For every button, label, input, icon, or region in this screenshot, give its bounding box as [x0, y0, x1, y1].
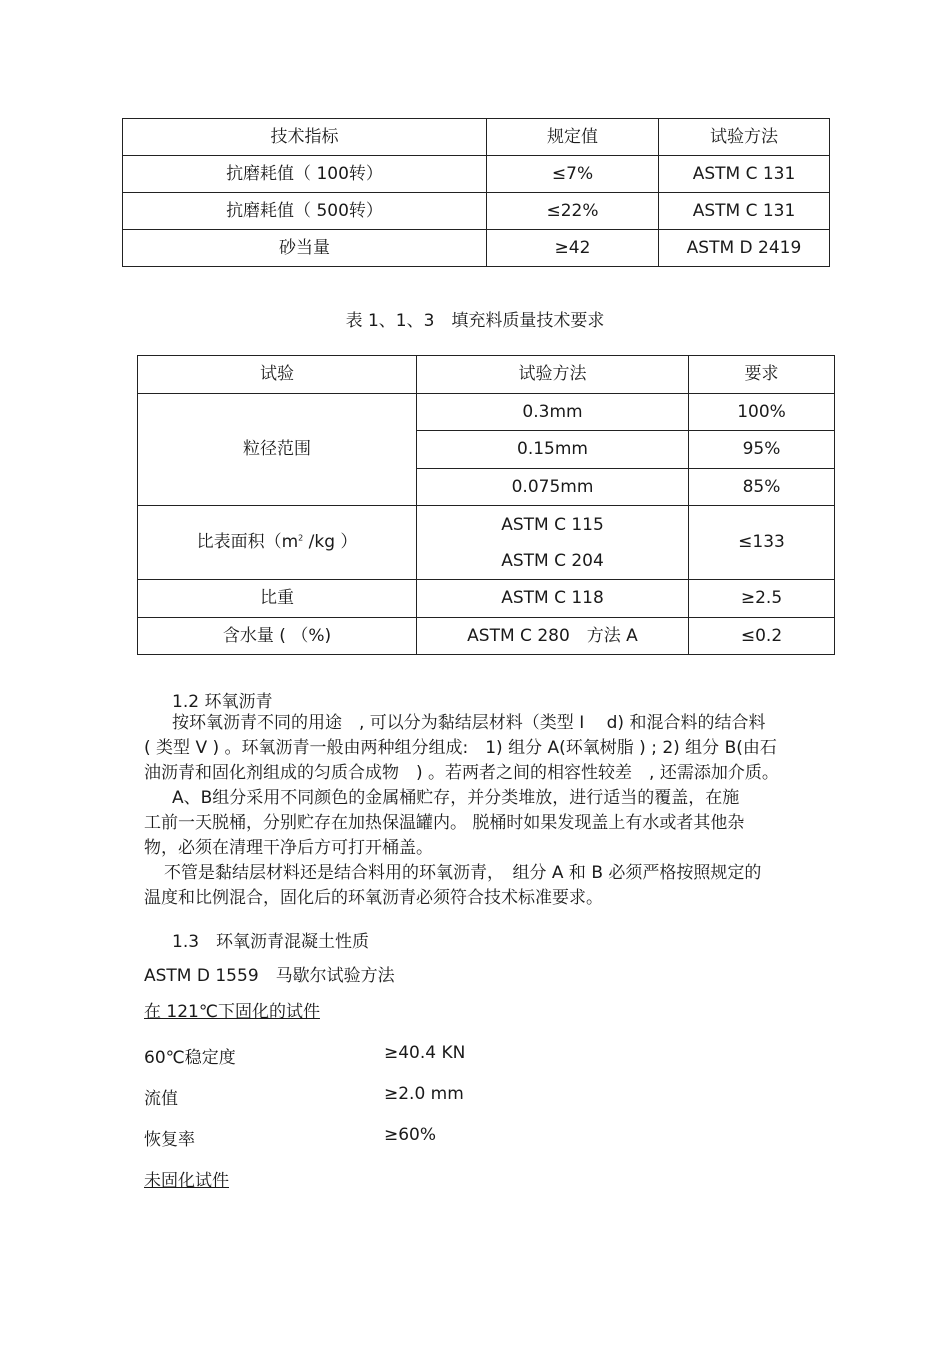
table-cell: ≤0.2	[689, 617, 835, 655]
table-cell: ASTM D 2419	[659, 230, 830, 267]
table-cell: ASTM C 131	[659, 156, 830, 193]
table-cell: ASTM C 131	[659, 193, 830, 230]
paragraph-line: 按环氧沥青不同的用途 , 可以分为黏结层材料（类型 I d) 和混合料的结合料	[172, 713, 766, 733]
header-cell: 试验方法	[417, 356, 689, 394]
table-cell: ASTM C 280 方法 A	[417, 617, 689, 655]
table-row	[123, 156, 830, 193]
table-cell: 抗磨耗值（ 100转）	[123, 156, 487, 193]
table-header-row	[138, 356, 835, 394]
paragraph-line: ( 类型 V ) 。环氧沥青一般由两种组分组成: 1) 组分 A(环氧树脂 ) ; 2) 组分 B(由石	[144, 738, 777, 758]
table-caption: 表 1、1、3 填充料质量技术要求	[345, 311, 605, 331]
table-row	[138, 617, 835, 655]
table-cell: 95%	[689, 431, 835, 469]
section-heading: 1.2 环氧沥青	[172, 692, 273, 712]
table-cell: ≤133	[689, 506, 835, 580]
header-cell: 要求	[689, 356, 835, 394]
table-cell: 0.075mm	[417, 468, 689, 506]
table-cell: 砂当量	[123, 230, 487, 267]
table-row	[138, 506, 835, 580]
property-label: 60℃稳定度	[144, 1048, 236, 1068]
table-cell: ≥2.5	[689, 580, 835, 618]
test-method: ASTM D 1559 马歇尔试验方法	[144, 966, 395, 986]
surface-area-label: 比表面积（$m^2$ /kg ）	[138, 506, 417, 580]
table-row	[138, 393, 835, 431]
paragraph-line: 温度和比例混合，固化后的环氧沥青必须符合技术标准要求。	[144, 888, 603, 908]
table-header-row	[123, 119, 830, 156]
header-cell: 规定值	[487, 119, 659, 156]
filler-spec-table	[137, 355, 835, 655]
table-cell: 0.15mm	[417, 431, 689, 469]
table-cell: 抗磨耗值（ 500转）	[123, 193, 487, 230]
method-line: ASTM C 115	[501, 514, 604, 535]
table-cell: ≤22%	[487, 193, 659, 230]
paragraph-line: 不管是黏结层材料还是结合料用的环氧沥青， 组分 A 和 B 必须严格按照规定的	[164, 863, 762, 883]
header-cell: 技术指标	[123, 119, 487, 156]
method-line: ASTM C 204	[501, 550, 604, 571]
table-cell: ≤7%	[487, 156, 659, 193]
table-row	[123, 193, 830, 230]
property-value: ≥60%	[384, 1125, 437, 1145]
paragraph-line: A、B组分采用不同颜色的金属桶贮存，并分类堆放，进行适当的覆盖，在施	[172, 788, 740, 808]
property-value: ≥2.0 mm	[384, 1084, 464, 1104]
aggregate-spec-table	[122, 118, 830, 267]
header-cell: 试验	[138, 356, 417, 394]
section-heading: 1.3 环氧沥青混凝土性质	[172, 932, 370, 952]
particle-size-label: 粒径范围	[138, 393, 417, 506]
uncured-specimen-title: 未固化试件	[144, 1171, 229, 1191]
table-cell: ≥42	[487, 230, 659, 267]
paragraph-line: 工前一天脱桶，分别贮存在加热保温罐内。 脱桶时如果发现盖上有水或者其他杂	[144, 813, 745, 833]
property-label: 流值	[144, 1089, 178, 1109]
table-cell: ASTM C 118	[417, 580, 689, 618]
table-cell: 0.3mm	[417, 393, 689, 431]
table-cell: 85%	[689, 468, 835, 506]
property-value: ≥40.4 KN	[384, 1043, 466, 1063]
table-cell: 含水量 ( （%)	[138, 617, 417, 655]
surface-area-methods	[417, 506, 689, 580]
cured-specimen-title: 在 121℃下固化的试件	[144, 1002, 320, 1022]
table-cell: 100%	[689, 393, 835, 431]
paragraph-line: 油沥青和固化剂组成的匀质合成物 ) 。若两者之间的相容性较差 , 还需添加介质。	[144, 763, 779, 783]
paragraph-line: 物，必须在清理干净后方可打开桶盖。	[144, 838, 433, 858]
property-label: 恢复率	[144, 1130, 195, 1150]
table-cell: 比重	[138, 580, 417, 618]
header-cell: 试验方法	[659, 119, 830, 156]
table-row	[138, 580, 835, 618]
table-row	[123, 230, 830, 267]
